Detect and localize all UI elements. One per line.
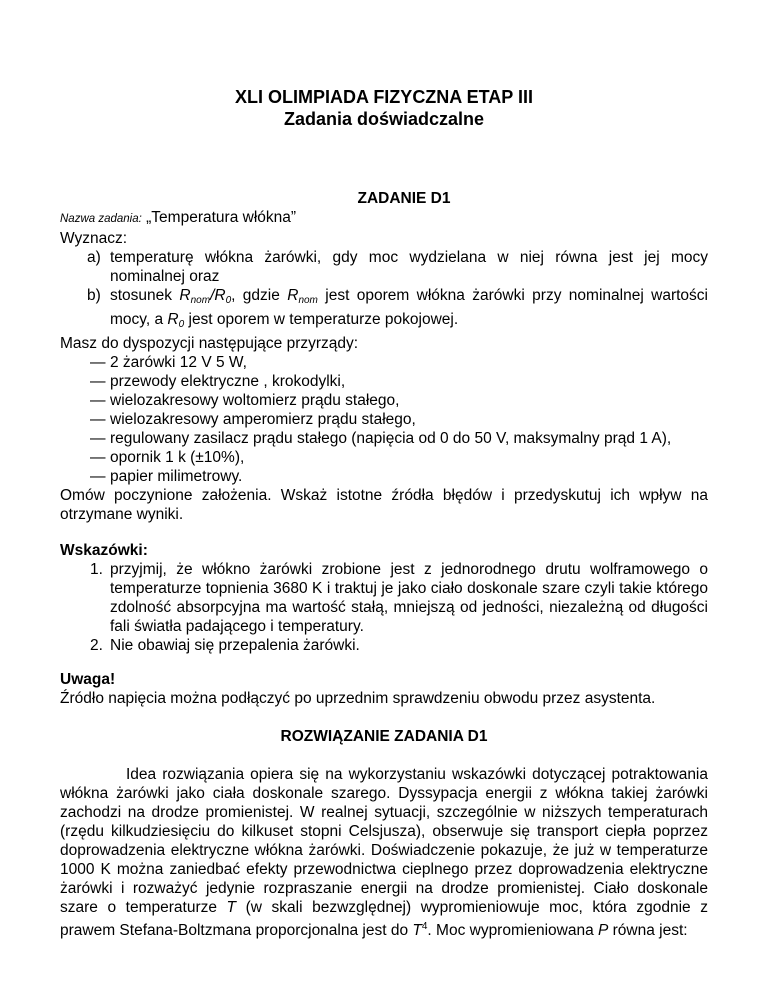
solution-paragraph (60, 765, 708, 940)
dash-marker: — (90, 449, 106, 466)
equipment-text: wielozakresowy amperomierz prądu stałego, (110, 411, 416, 428)
equipment-item (60, 429, 708, 448)
hint-marker: 1. (90, 561, 103, 578)
goal-item (60, 286, 708, 334)
solution-text: . Moc wypromieniowana (427, 922, 598, 939)
task-closing: Omów poczynione założenia. Wskaż istotne źródła błędów i przedyskutuj ich wpływ na otrzymane wyniki. (60, 487, 708, 523)
equipment-text: wielozakresowy woltomierz prądu stałego, (110, 392, 400, 409)
subscript-nom: nom (298, 295, 318, 306)
dash-marker: — (90, 354, 106, 371)
title-line-1: XLI OLIMPIADA FIZYCZNA ETAP III (234, 87, 533, 107)
var-r: R (287, 287, 299, 304)
goal-text-part: jest oporem w temperaturze pokojowej. (184, 311, 459, 328)
equipment-item (60, 372, 708, 391)
hint-text: Nie obawiaj się przepalenia żarówki. (110, 637, 360, 654)
goal-marker: b) (87, 287, 101, 304)
dash-marker: — (90, 411, 106, 428)
var-p: P (598, 922, 609, 939)
exponent-4: 4 (421, 921, 428, 932)
document-title (0, 86, 768, 130)
task-name-line (60, 208, 708, 229)
solution-text: Idea rozwiązania opiera się na wykorzystaniu wskazówki dotyczącej potraktowania włókna żarówki jako ciała doskonale szarego. Dyssypacja energii z włókna takiej żarówki zachodzi na drodze promienistej. W realnej sytuacji, szczególnie w niższych temperaturach (rzędu kilkudziesięciu do kilkuset stopni Celsjusza), obserwuje się transport ciepła poprzez doprowadzenia elektryczne włókna żarówki. Doświadczenie pokazuje, że już w temperaturze 1000 K można zaniedbać efekty przewodnictwa cieplnego przez doprowadzenia elektryczne żarówki i rozważyć jedynie rozpraszanie energii na drodze promienistej. Ciało doskonale szare o temperaturze (60, 766, 708, 916)
goal-text-part: , gdzie (231, 287, 288, 304)
task-heading: ZADANIE D1 (357, 190, 451, 207)
equipment-text: przewody elektryczne , krokodylki, (110, 373, 346, 390)
hint-text: przyjmij, że włókno żarówki zrobione jest z jednorodnego drutu wolframowego o temperaturze topnienia 3680 K i traktuj je jako ciało doskonale szare czyli takie którego zdolność absorpcyjna ma wartość stałą, mniejszą od jedności, niezależną od długości fali światła padającego i temperatury. (110, 561, 708, 635)
var-t: T (412, 922, 422, 939)
title-line-2: Zadania doświadczalne (283, 109, 485, 129)
hints-list (60, 560, 708, 655)
dash-marker: — (90, 468, 106, 485)
solution-text: równa jest: (608, 922, 688, 939)
equipment-item (60, 467, 708, 486)
hints-heading: Wskazówki: (60, 542, 148, 559)
var-r: R (179, 287, 191, 304)
var-r: R (167, 311, 179, 328)
subscript-nom: nom (190, 295, 211, 306)
equipment-item (60, 448, 708, 467)
equipment-text: 2 żarówki 12 V 5 W, (110, 354, 247, 371)
equipment-text: regulowany zasilacz prądu stałego (napięcia od 0 do 50 V, maksymalny prąd 1 A), (110, 430, 672, 447)
dash-marker: — (90, 392, 106, 409)
document-content (60, 189, 708, 940)
subscript-0: 0 (225, 295, 232, 306)
goals-list (60, 248, 708, 334)
goal-text-part: jest oporem włókna żarówki przy nominalnej wartości mocy, a (110, 287, 708, 328)
task-name-label: Nazwa zadania: (60, 213, 142, 225)
equipment-item (60, 353, 708, 372)
dash-marker: — (90, 430, 106, 447)
task-intro: Wyznacz: (60, 230, 128, 247)
goal-text-part: stosunek (110, 287, 180, 304)
goal-marker: a) (87, 249, 101, 266)
hint-marker: 2. (90, 637, 103, 654)
equipment-item (60, 410, 708, 429)
equipment-item (60, 391, 708, 410)
var-r: R (214, 287, 226, 304)
note-heading: Uwaga! (60, 671, 116, 688)
solution-text: (w skali bezwzględnej) wypromieniowuje moc, która zgodnie z prawem Stefana-Boltzmana proporcjonalna jest do (60, 899, 708, 939)
fraction-slash: / (210, 287, 215, 304)
solution-heading: ROZWIĄZANIE ZADANIA D1 (280, 728, 488, 745)
note-text: Źródło napięcia można podłączyć po uprzednim sprawdzeniu obwodu przez asystenta. (60, 690, 656, 707)
var-t: T (226, 899, 237, 916)
equipment-list (60, 353, 708, 486)
dash-marker: — (90, 373, 106, 390)
equipment-text: opornik 1 k (±10%), (110, 449, 245, 466)
goal-text: temperaturę włókna żarówki, gdy moc wydzielana w niej równa jest jej mocy nominalnej oraz (110, 249, 708, 285)
hint-item (60, 560, 708, 636)
task-name-value: „Temperatura włókna” (146, 209, 297, 226)
equipment-text: papier milimetrowy. (110, 468, 243, 485)
goal-item (60, 248, 708, 286)
equipment-intro: Masz do dyspozycji następujące przyrządy: (60, 335, 359, 352)
hint-item (60, 636, 708, 655)
subscript-0: 0 (178, 319, 185, 330)
